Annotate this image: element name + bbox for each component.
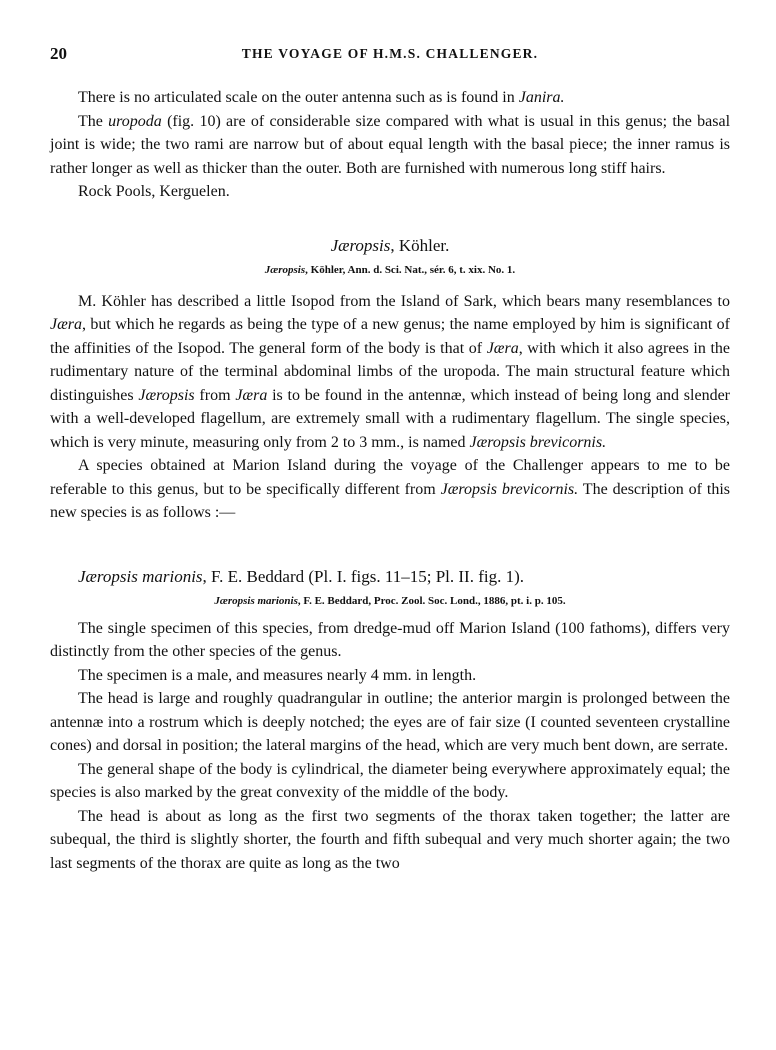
- section-citation: [50, 260, 730, 280]
- italic-run: Jæropsis brevicornis.: [469, 433, 607, 451]
- italic-run: Jæra: [486, 339, 519, 357]
- page-number: 20: [50, 44, 67, 63]
- text-run: , Köhler.: [390, 235, 450, 255]
- text-run: (fig. 10) are of considerable size compared with what is usual in this genus; the basal joint is wide; the two rami are narrow but of about equal length with the basal piece; the inner ramus is rather longer as well as thicker than the outer. Both are furnished with numerous long stiff hairs.: [50, 112, 731, 177]
- italic-run: Jæropsis: [138, 386, 195, 404]
- italic-run: Jæra: [50, 316, 82, 333]
- text-run: , F. E. Beddard, Proc. Zool. Soc. Lond., 1886, pt. i. p. 105.: [297, 594, 566, 607]
- text-run: , with which it also agrees in the rudimentary nature of the terminal abdominal limbs of the uropoda. The main structural feature which distinguishes: [50, 339, 731, 404]
- page-body: [50, 86, 730, 875]
- text-run: A species obtained at Marion Island during the voyage of the Challenger appears to me to be referable to this genus, but to be specifically different from: [50, 457, 730, 498]
- running-title: THE VOYAGE OF H.M.S. CHALLENGER.: [241, 46, 539, 61]
- text-run: , Köhler, Ann. d. Sci. Nat., sér. 6, t. xix. No. 1.: [305, 263, 516, 276]
- text-run: is to be found in the antennæ, which instead of being long and slender with a well-developed flagellum, are extremely small with a rudimentary flagellum. The single species, which is very minute, measuring only from 2 to 3 mm., is named: [50, 386, 731, 451]
- paragraph: [50, 110, 730, 181]
- text-run: , F. E. Beddard (Pl. I. figs. 11–15; Pl. II. fig. 1).: [202, 566, 524, 586]
- text-run: , but which he regards as being the type of a new genus; the name employed by him is significant of the affinities of the Isopod. The general form of the body is that of: [50, 316, 730, 357]
- text-run: from: [194, 386, 236, 404]
- italic-run: Jæra: [235, 386, 268, 404]
- italic-run: Jæropsis marionis: [78, 566, 203, 586]
- text-run: M. Köhler has described a little Isopod from the Island of Sark, which bears many resemblances to: [78, 292, 730, 310]
- paragraph: Rock Pools, Kerguelen.: [78, 183, 230, 200]
- italic-run: Jæropsis marionis: [214, 594, 298, 607]
- paragraph: [50, 290, 730, 455]
- paragraph: The single specimen of this species, from dredge-mud off Marion Island (100 fathoms), differs very distinctly from the other species of the genus.: [50, 619, 730, 660]
- paragraph: The head is large and roughly quadrangular in outline; the anterior margin is prolonged between the antennæ into a rostrum which is deeply notched; the eyes are of fair size (I counted seventeen crystalline cones) and dorsal in position; the lateral margins of the head, which are very much bent down, are serrate.: [50, 690, 730, 754]
- italic-run: Jæropsis: [330, 235, 391, 255]
- text-run: The: [78, 112, 109, 130]
- italic-run: Jæropsis brevicornis.: [440, 480, 579, 498]
- paragraph: [50, 86, 730, 110]
- species-citation: [50, 591, 730, 611]
- italic-run: uropoda: [108, 112, 162, 130]
- paragraph: The general shape of the body is cylindrical, the diameter being everywhere approximately equal; the species is also marked by the great convexity of the middle of the body.: [50, 760, 730, 801]
- paragraph: The specimen is a male, and measures nearly 4 mm. in length.: [78, 666, 477, 684]
- italic-run: Jæropsis: [264, 263, 306, 276]
- italic-run: Janira.: [518, 89, 565, 106]
- text-run: There is no articulated scale on the outer antenna such as is found in: [78, 89, 519, 106]
- paragraph: The head is about as long as the first two segments of the thorax taken together; the latter are subequal, the third is slightly shorter, the fourth and fifth subequal and very much shorter again; the two last segments of the thorax are quite as long as the two: [50, 807, 730, 872]
- text-run: The description of this new species is as follows :—: [50, 480, 730, 521]
- page-header: [50, 44, 730, 68]
- paragraph: [50, 454, 730, 525]
- section-heading: [50, 234, 730, 258]
- species-heading: [50, 565, 730, 589]
